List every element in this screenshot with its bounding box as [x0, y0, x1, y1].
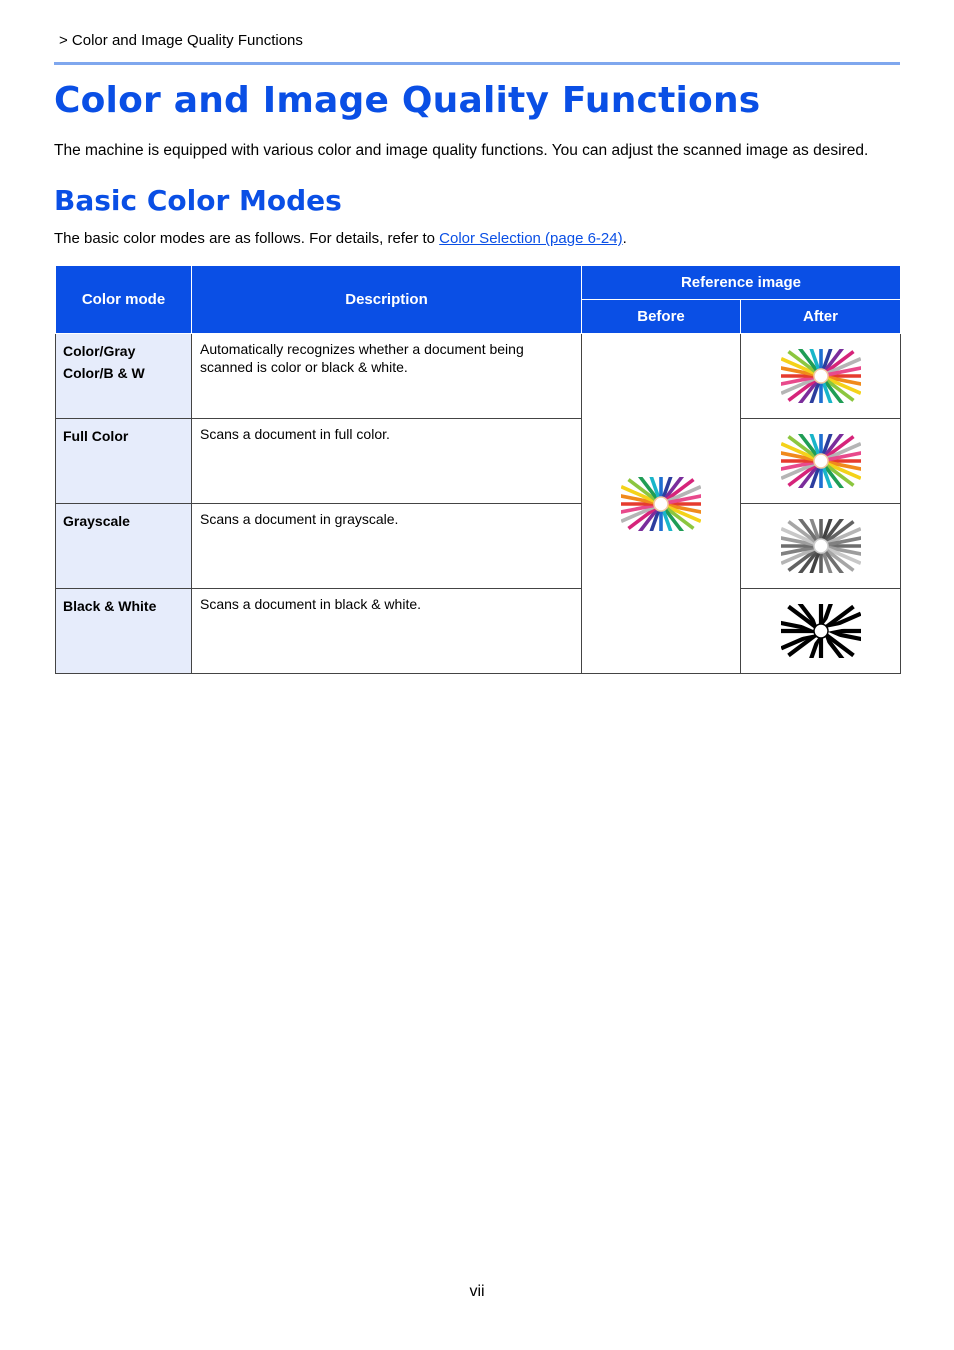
mode-name: Grayscale	[63, 513, 130, 529]
mode-cell	[56, 334, 192, 419]
description-cell: Automatically recognizes whether a document being scanned is color or black & white.	[192, 334, 582, 419]
lead-prefix: The basic color modes are as follows. For details, refer to	[54, 230, 440, 247]
section-lead	[54, 230, 627, 247]
header-reference-image: Reference image	[582, 266, 901, 300]
table-row	[56, 419, 901, 504]
table-row	[56, 334, 901, 419]
black-white-pencils-image	[781, 604, 861, 658]
mode-cell	[56, 419, 192, 504]
intro-text: The machine is equipped with various color and image quality functions. You can adjust the scanned image as desired.	[54, 142, 869, 159]
after-image-cell	[741, 504, 901, 589]
color-pencils-image	[621, 477, 701, 531]
pencil-hub	[814, 454, 828, 468]
mode-name: Black & White	[63, 598, 157, 614]
section-heading: Basic Color Modes	[54, 184, 342, 217]
lead-suffix: .	[622, 230, 627, 247]
pencil-hub	[654, 497, 668, 511]
description-cell: Scans a document in black & white.	[192, 589, 582, 674]
table-row	[56, 504, 901, 589]
mode-name: Color/Gray	[63, 343, 136, 359]
description-cell: Scans a document in full color.	[192, 419, 582, 504]
page-title: Color and Image Quality Functions	[54, 80, 761, 121]
header-before: Before	[582, 300, 741, 334]
mode-cell	[56, 589, 192, 674]
after-image-cell	[741, 334, 901, 419]
color-modes-table	[55, 265, 901, 674]
color-pencils-image	[781, 434, 861, 488]
pencil-hub	[814, 369, 828, 383]
color-selection-link[interactable]: Color Selection (page 6-24)	[439, 230, 623, 247]
after-image-cell	[741, 419, 901, 504]
grayscale-pencils-image	[781, 519, 861, 573]
before-image-cell	[582, 334, 741, 674]
pencil-hub	[814, 539, 828, 553]
mode-name: Full Color	[63, 428, 129, 444]
mode-name-secondary: Color/B & W	[63, 365, 145, 381]
description-cell: Scans a document in grayscale.	[192, 504, 582, 589]
mode-cell	[56, 504, 192, 589]
table-row	[56, 589, 901, 674]
header-description: Description	[192, 266, 582, 334]
header-color-mode: Color mode	[56, 266, 192, 334]
after-image-cell	[741, 589, 901, 674]
page-number: vii	[469, 1283, 485, 1300]
color-pencils-image	[781, 349, 861, 403]
header-after: After	[741, 300, 901, 334]
header-rule	[54, 62, 900, 65]
breadcrumb: > Color and Image Quality Functions	[59, 32, 303, 49]
pencil-hub	[814, 624, 828, 638]
